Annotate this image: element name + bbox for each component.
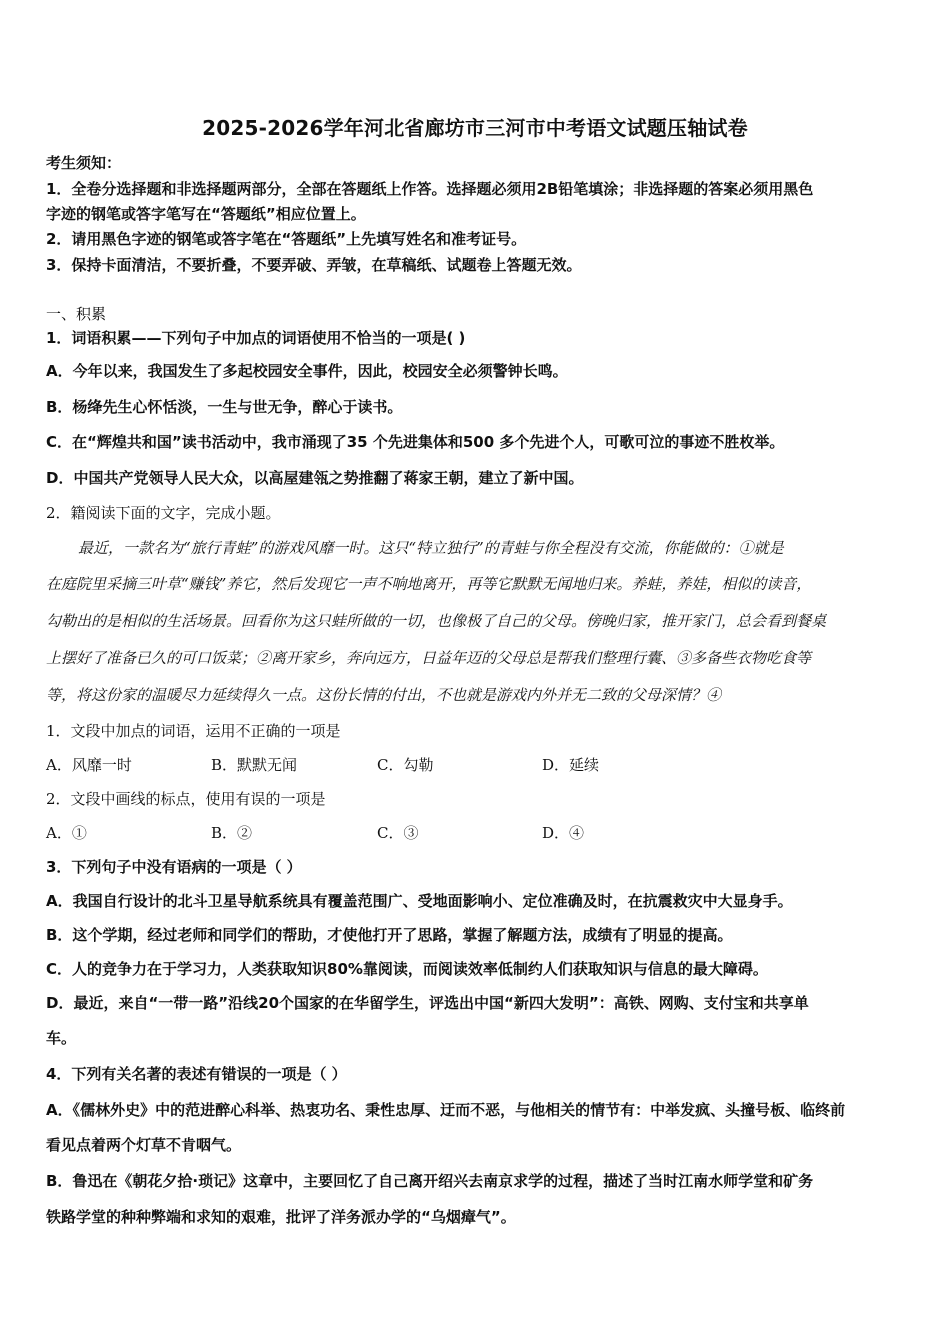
reading-passage-line: 最近，一款名为“旅行青蛙”的游戏风靡一时。这只“特立独行”的青蛙与你全程没有交流，你能做的：①就是 bbox=[78, 539, 784, 557]
question-1-option-b: B．杨绛先生心怀恬淡，一生与世无争，醉心于读书。 bbox=[46, 398, 403, 416]
question-3-option-b: B．这个学期，经过老师和同学们的帮助，才使他打开了思路，掌握了解题方法，成绩有了明显的提高。 bbox=[46, 926, 733, 944]
option-d: D．延续 bbox=[542, 756, 600, 774]
option-c: C．勾勒 bbox=[377, 756, 434, 774]
option-c: C．③ bbox=[377, 824, 419, 842]
question-3-option-c: C．人的竞争力在于学习力，人类获取知识80%靠阅读，而阅读效率低制约人们获取知识与信息的最大障碍。 bbox=[46, 960, 768, 978]
question-4-stem: 4．下列有关名著的表述有错误的一项是（ ） bbox=[46, 1065, 347, 1083]
section-heading: 一、积累 bbox=[46, 305, 107, 323]
subquestion-1-stem: 1．文段中加点的词语，运用不正确的一项是 bbox=[46, 722, 341, 740]
question-4-option-a: A．《儒林外史》中的范进醉心科举、热衷功名、秉性忠厚、迂而不恶，与他相关的情节有：中举发疯、头撞号板、临终前 bbox=[46, 1101, 846, 1119]
notice-line: 2．请用黑色字迹的钢笔或答字笔在“答题纸”上先填写姓名和准考证号。 bbox=[46, 230, 527, 248]
question-4-option-a-cont: 看见点着两个灯草不肯咽气。 bbox=[46, 1136, 242, 1154]
question-3-stem: 3．下列句子中没有语病的一项是（ ） bbox=[46, 858, 302, 876]
reading-passage-line: 上摆好了准备已久的可口饭菜；②离开家乡，奔向远方，日益年迈的父母总是帮我们整理行囊、③多备些衣物吃食等 bbox=[46, 649, 812, 667]
question-1-option-c: C．在“辉煌共和国”读书活动中，我市涌现了35 个先进集体和500 多个先进个人，可歌可泣的事迹不胜枚举。 bbox=[46, 433, 785, 451]
question-3-option-d: D．最近，来自“一带一路”沿线20个国家的在华留学生，评选出中国“新四大发明”：高铁、网购、支付宝和共享单 bbox=[46, 994, 809, 1012]
option-d: D．④ bbox=[542, 824, 585, 842]
subquestion-2-stem: 2．文段中画线的标点，使用有误的一项是 bbox=[46, 790, 326, 808]
question-4-option-b-cont: 铁路学堂的种种弊端和求知的艰难，批评了洋务派办学的“乌烟瘴气”。 bbox=[46, 1208, 516, 1226]
question-1-stem: 1．词语积累——下列句子中加点的词语使用不恰当的一项是( ) bbox=[46, 329, 466, 347]
option-a: A．① bbox=[46, 824, 87, 842]
question-2-stem: 2．籍阅读下面的文字，完成小题。 bbox=[46, 504, 281, 522]
notice-line: 3．保持卡面清洁，不要折叠，不要弄破、弄皱，在草稿纸、试题卷上答题无效。 bbox=[46, 256, 582, 274]
notice-heading: 考生须知： bbox=[46, 154, 122, 172]
notice-line: 字迹的钢笔或答字笔写在“答题纸”相应位置上。 bbox=[46, 205, 366, 223]
question-4-option-b: B．鲁迅在《朝花夕拾·琐记》这章中，主要回忆了自己离开绍兴去南京求学的过程，描述了当时江南水师学堂和矿务 bbox=[46, 1172, 814, 1190]
option-a: A．风靡一时 bbox=[46, 756, 132, 774]
question-1-option-a: A．今年以来，我国发生了多起校园安全事件，因此，校园安全必须警钟长鸣。 bbox=[46, 362, 568, 380]
question-3-option-a: A．我国自行设计的北斗卫星导航系统具有覆盖范围广、受地面影响小、定位准确及时，在抗震救灾中大显身手。 bbox=[46, 892, 793, 910]
option-b: B．默默无闻 bbox=[211, 756, 298, 774]
question-1-option-d: D．中国共产党领导人民大众，以高屋建瓴之势推翻了蒋家王朝，建立了新中国。 bbox=[46, 469, 584, 487]
reading-passage-line: 在庭院里采摘三叶草“赚钱”养它，然后发现它一声不响地离开，再等它默默无闻地归来。养蛙，养娃，相似的读音， bbox=[46, 575, 812, 593]
question-3-option-d-cont: 车。 bbox=[46, 1029, 77, 1047]
option-b: B．② bbox=[211, 824, 253, 842]
page-title: 2025-2026学年河北省廊坊市三河市中考语文试题压轴试卷 bbox=[202, 116, 748, 140]
notice-line: 1．全卷分选择题和非选择题两部分，全部在答题纸上作答。选择题必须用2B铅笔填涂；非选择题的答案必须用黑色 bbox=[46, 180, 814, 198]
reading-passage-line: 等，将这份家的温暖尽力延续得久一点。这份长情的付出，不也就是游戏内外并无二致的父母深情？④ bbox=[46, 686, 722, 704]
reading-passage-line: 勾勒出的是相似的生活场景。回看你为这只蛙所做的一切，也像极了自己的父母。傍晚归家，推开家门，总会看到餐桌 bbox=[46, 612, 827, 630]
